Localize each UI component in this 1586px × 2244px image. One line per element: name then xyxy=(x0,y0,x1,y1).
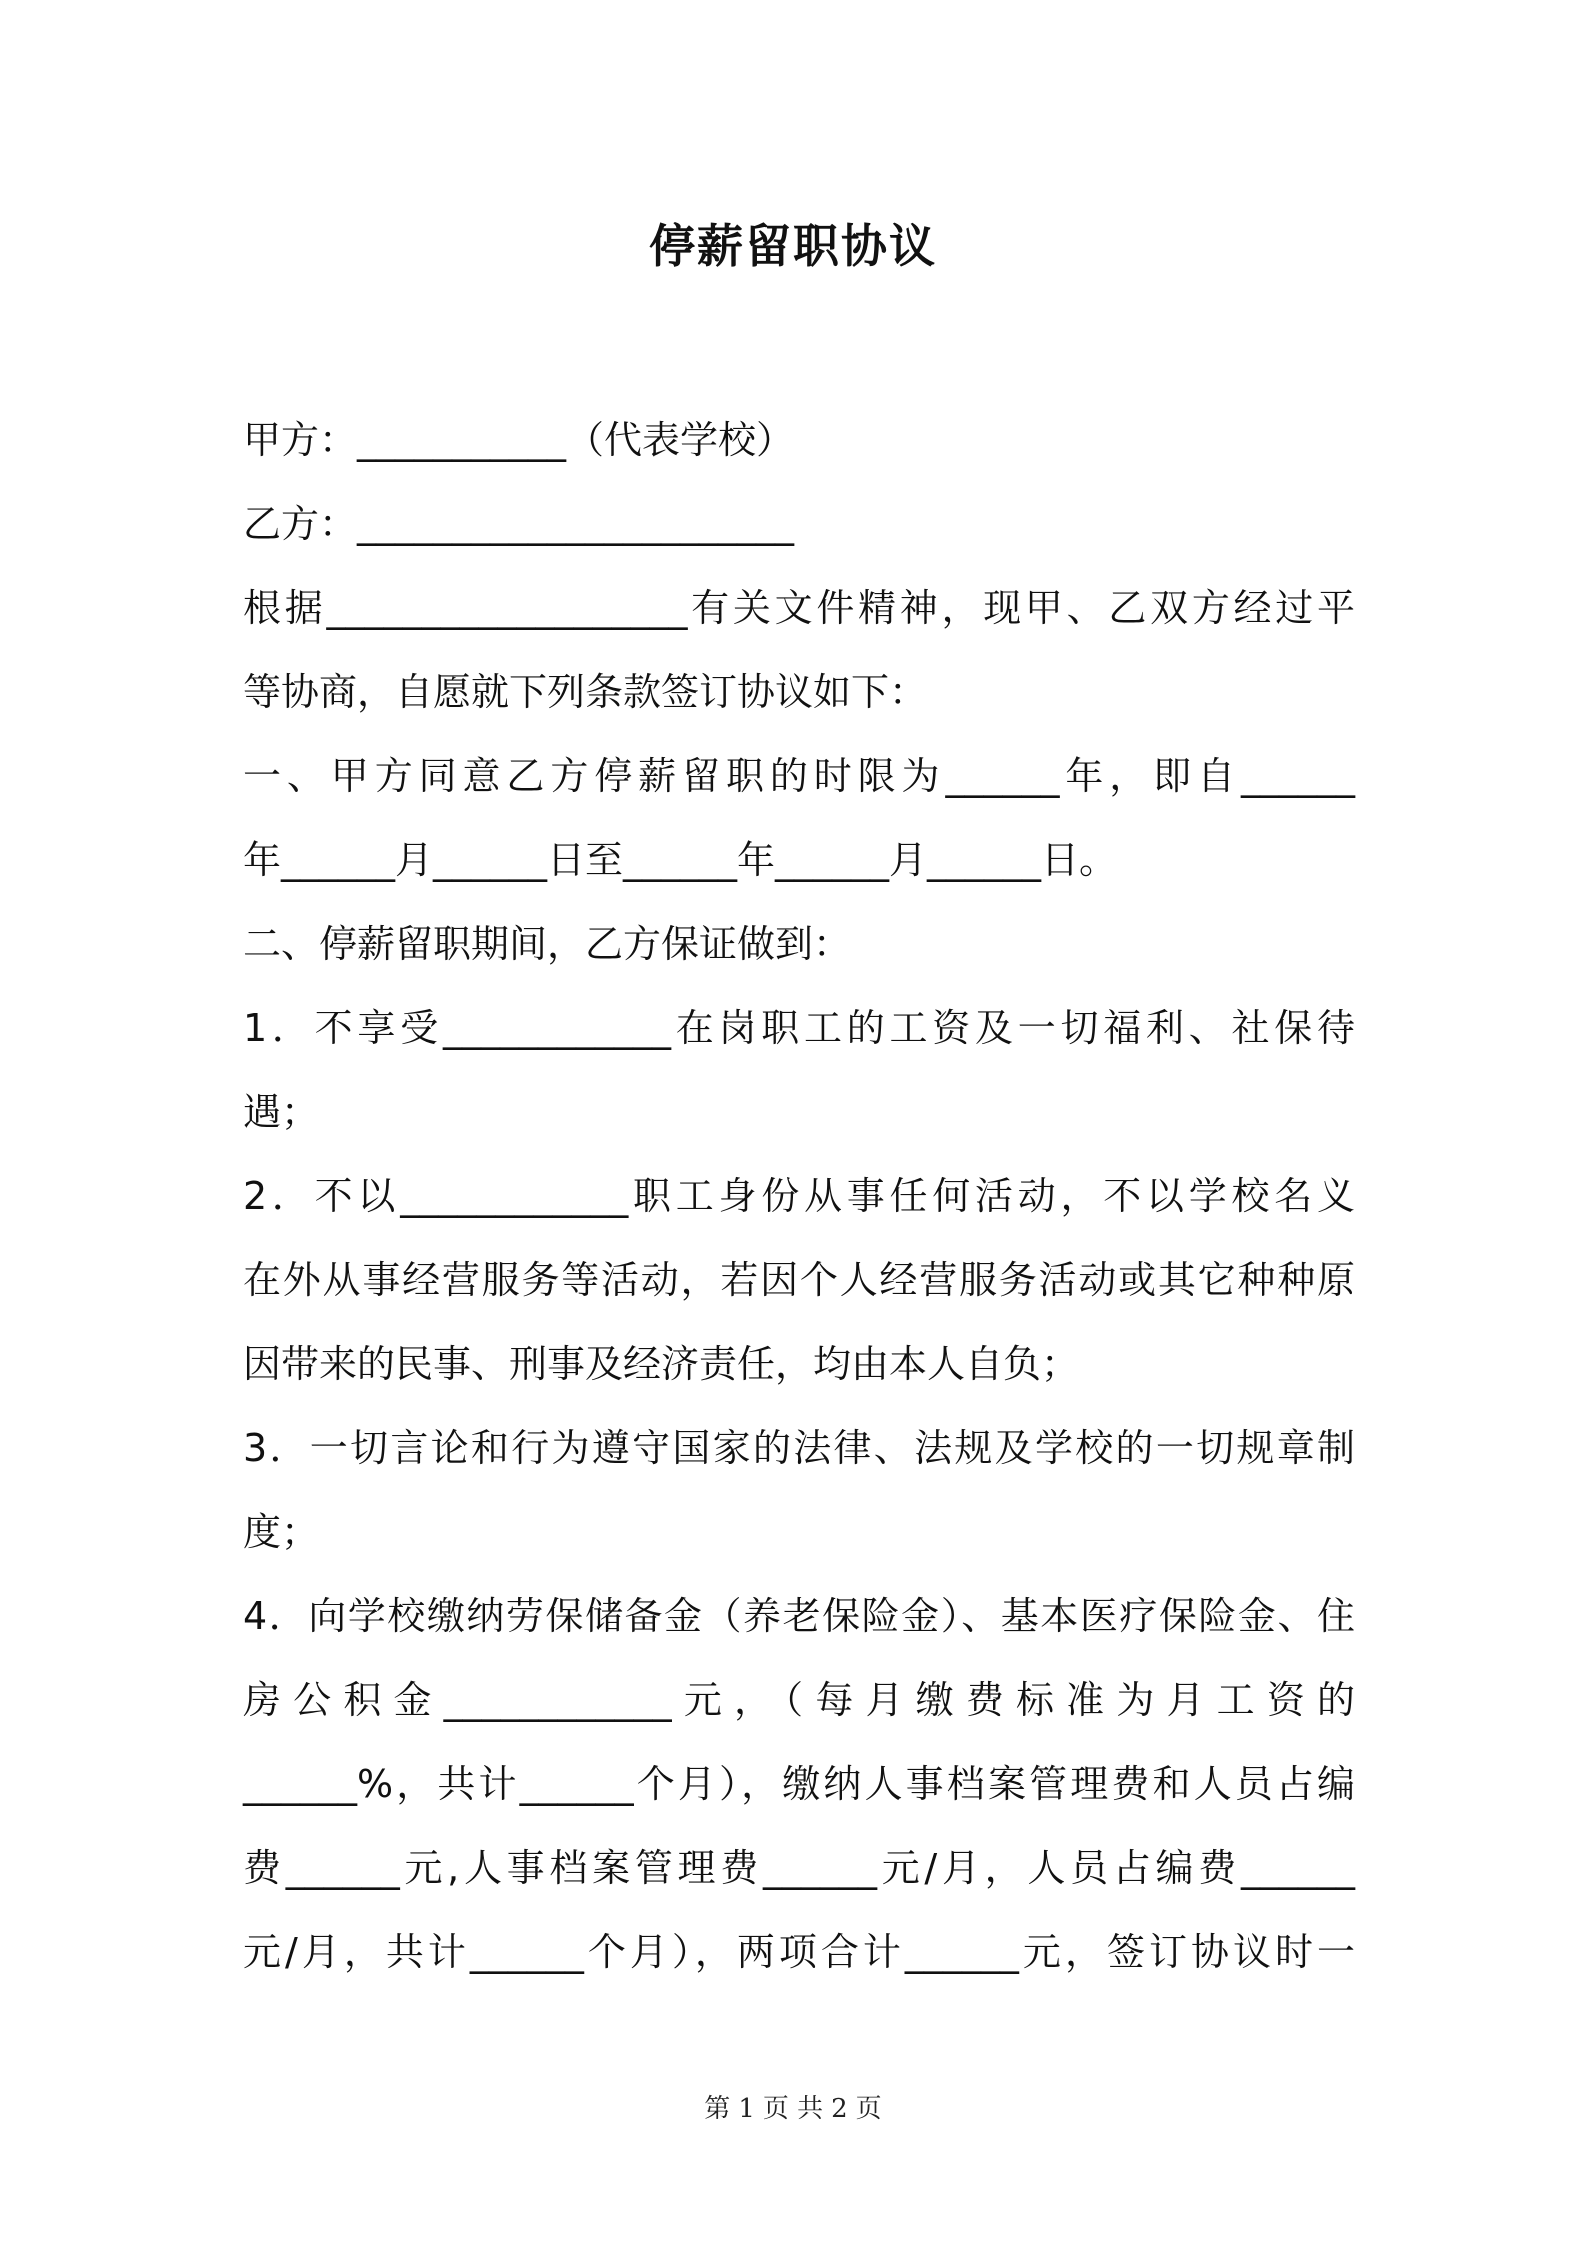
clause-line: 遇； xyxy=(243,1090,320,1134)
clause-heading: 二、停薪留职期间，乙方保证做到： xyxy=(243,922,852,966)
clause-line: 年______月______日至______年______月______日。 xyxy=(243,838,1118,882)
footer-suffix: 页 xyxy=(855,2094,882,2124)
clause-line: 3．一切言论和行为遵守国家的法律、法规及学校的一切规章制 xyxy=(243,1426,1355,1470)
paragraph-line: 根据___________________有关文件精神，现甲、乙双方经过平 xyxy=(243,586,1355,630)
party-a-line: 甲方：___________（代表学校） xyxy=(243,418,795,462)
clause-line: 一、甲方同意乙方停薪留职的时限为______年，即自______ xyxy=(243,754,1355,798)
clause-line: 房公积金____________元，（每月缴费标准为月工资的 xyxy=(243,1678,1355,1722)
clause-line: 度； xyxy=(243,1510,320,1554)
page-title: 停薪留职协议 xyxy=(649,219,937,273)
total-pages: 2 xyxy=(831,2094,848,2124)
clause-line: 2．不以____________职工身份从事任何活动，不以学校名义 xyxy=(243,1174,1355,1218)
clause-line: ______%，共计______个月），缴纳人事档案管理费和人员占编 xyxy=(243,1762,1355,1806)
clause-line: 费______元,人事档案管理费______元/月，人员占编费______ xyxy=(243,1846,1355,1890)
page-number: 1 xyxy=(738,2094,755,2124)
clause-line: 4．向学校缴纳劳保储备金（养老保险金）、基本医疗保险金、住 xyxy=(243,1594,1355,1638)
party-b-line: 乙方：_______________________ xyxy=(243,502,795,546)
footer-prefix: 第 xyxy=(704,2094,731,2124)
paragraph-line: 等协商，自愿就下列条款签订协议如下： xyxy=(243,670,928,714)
clause-line: 元/月，共计______个月），两项合计______元，签订协议时一 xyxy=(243,1930,1355,1974)
clause-line: 因带来的民事、刑事及经济责任，均由本人自负； xyxy=(243,1342,1080,1386)
footer-middle: 页 共 xyxy=(762,2094,824,2124)
clause-line: 在外从事经营服务等活动，若因个人经营服务活动或其它种种原 xyxy=(243,1258,1355,1302)
page-footer xyxy=(0,2088,1586,2125)
clause-line: 1．不享受____________在岗职工的工资及一切福利、社保待 xyxy=(243,1006,1355,1050)
